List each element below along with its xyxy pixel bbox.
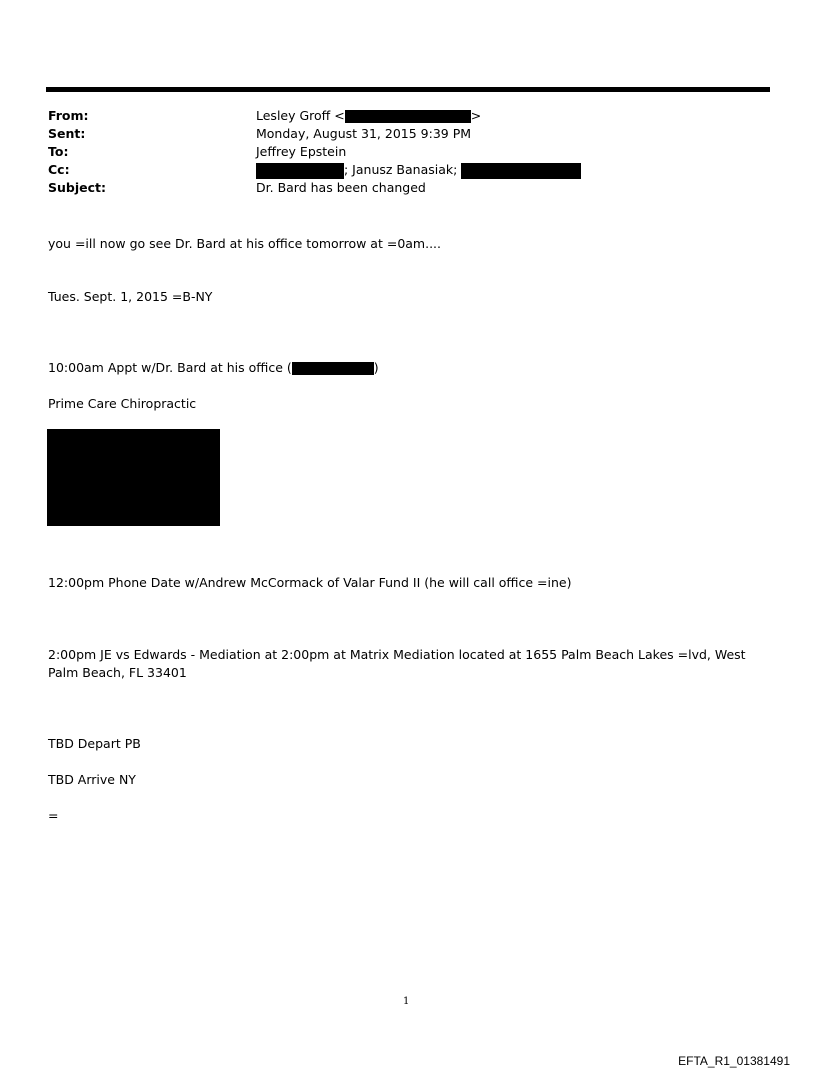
body-paragraph: 12:00pm Phone Date w/Andrew McCormack of Valar Fund II (he will call office =ine) [48, 575, 572, 590]
header-divider [46, 87, 770, 92]
from-label: From: [48, 108, 89, 123]
redaction-block [47, 429, 220, 526]
body-paragraph: Prime Care Chiropractic [48, 396, 197, 411]
cc-names: ; Janusz Banasiak; [344, 162, 458, 177]
cc-label: Cc: [48, 162, 70, 177]
body-paragraph: you =ill now go see Dr. Bard at his office tomorrow at =0am.... [48, 236, 441, 251]
from-suffix: > [470, 108, 482, 123]
from-name: Lesley Groff < [256, 108, 345, 123]
sent-label: Sent: [48, 126, 86, 141]
body-paragraph: = [48, 808, 59, 823]
page-number: 1 [403, 996, 410, 1007]
body-paragraph: 2:00pm JE vs Edwards - Mediation at 2:00pm at Matrix Mediation located at 1655 Palm Beach Lakes =lvd, West Palm Beach, FL 33401 [48, 647, 746, 680]
document-id: EFTA_R1_01381491 [678, 1054, 790, 1068]
redaction-box [461, 163, 581, 179]
to-label: To: [48, 144, 69, 159]
subject-label: Subject: [48, 180, 106, 195]
sent-value: Monday, August 31, 2015 9:39 PM [256, 126, 472, 141]
appt-close: ) [373, 360, 379, 375]
body-paragraph: TBD Arrive NY [48, 772, 136, 787]
cc-value [256, 161, 581, 179]
redaction-box [345, 110, 471, 123]
body-paragraph [48, 359, 379, 377]
to-value: Jeffrey Epstein [256, 144, 347, 159]
appt-text: 10:00am Appt w/Dr. Bard at his office ( [48, 360, 292, 375]
body-paragraph: Tues. Sept. 1, 2015 =B-NY [48, 289, 213, 304]
from-value [256, 107, 481, 125]
redaction-box [256, 163, 344, 179]
redaction-box [292, 362, 374, 375]
body-paragraph: TBD Depart PB [48, 736, 141, 751]
subject-value: Dr. Bard has been changed [256, 180, 426, 195]
